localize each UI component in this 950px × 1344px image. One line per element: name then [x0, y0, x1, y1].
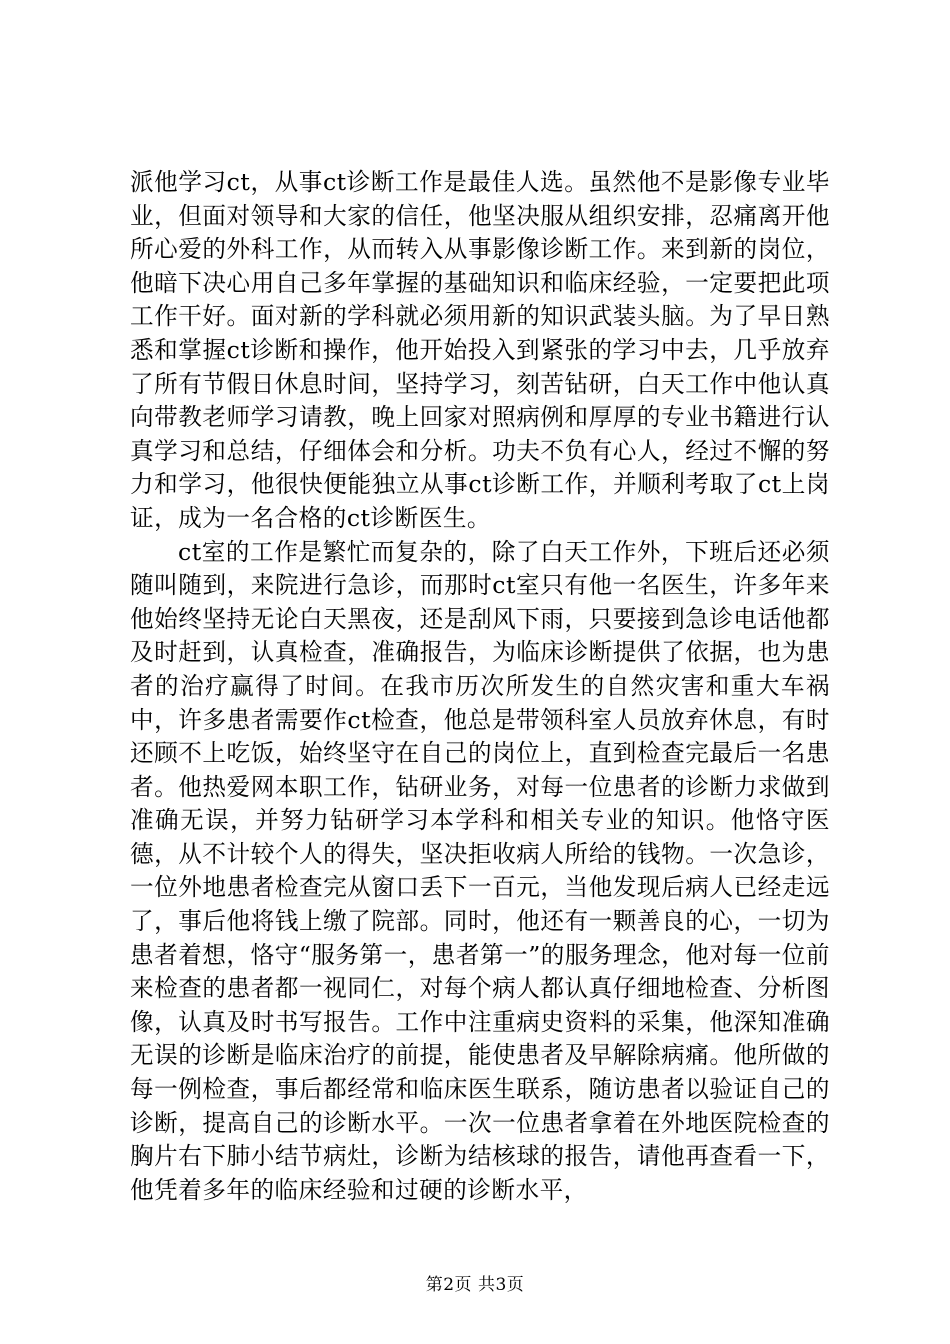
body-text	[130, 166, 830, 1207]
paragraph-1: 派他学习ct，从事ct诊断工作是最佳人选。虽然他不是影像专业毕业，但面对领导和大家的信任，他坚决服从组织安排，忍痛离开他所心爱的外科工作，从而转入从事影像诊断工作。来到新的岗位，他暗下决心用自己多年掌握的基础知识和临床经验，一定要把此项工作干好。面对新的学科就必须用新的知识武装头脑。为了早日熟悉和掌握ct诊断和操作，他开始投入到紧张的学习中去，几乎放弃了所有节假日休息时间，坚持学习，刻苦钻研，白天工作中他认真向带教老师学习请教，晚上回家对照病例和厚厚的专业书籍进行认真学习和总结，仔细体会和分析。功夫不负有心人，经过不懈的努力和学习，他很快便能独立从事ct诊断工作，并顺利考取了ct上岗证，成为一名合格的ct诊断医生。	[130, 168, 830, 532]
paragraph-2: ct室的工作是繁忙而复杂的，除了白天工作外，下班后还必须随叫随到，来院进行急诊，而那时ct室只有他一名医生，许多年来他始终坚持无论白天黑夜，还是刮风下雨，只要接到急诊电话他都及时赶到，认真检查，准确报告，为临床诊断提供了依据，也为患者的治疗赢得了时间。在我市历次所发生的自然灾害和重大车祸中，许多患者需要作ct检查，他总是带领科室人员放弃休息，有时还顾不上吃饭，始终坚守在自己的岗位上，直到检查完最后一名患者。他热爱网本职工作，钻研业务，对每一位患者的诊断力求做到准确无误，并努力钻研学习本学科和相关专业的知识。他恪守医德，从不计较个人的得失，坚决拒收病人所给的钱物。一次急诊，一位外地患者检查完从窗口丢下一百元，当他发现后病人已经走远了，事后他将钱上缴了院部。同时，他还有一颗善良的心，一切为患者着想，恪守“服务第一，患者第一”的服务理念，他对每一位前来检查的患者都一视同仁，对每个病人都认真仔细地检查、分析图像，认真及时书写报告。工作中注重病史资料的采集，他深知准确无误的诊断是临床治疗的前提，能使患者及早解除病痛。他所做的每一例检查，事后都经常和临床医生联系，随访患者以验证自己的诊断，提高自己的诊断水平。一次一位患者拿着在外地医院检查的胸片右下肺小结节病灶，诊断为结核球的报告，请他再查看一下，他凭着多年的临床经验和过硬的诊断水平，	[130, 537, 830, 1204]
page-footer: 第2页 共3页	[425, 1275, 525, 1295]
